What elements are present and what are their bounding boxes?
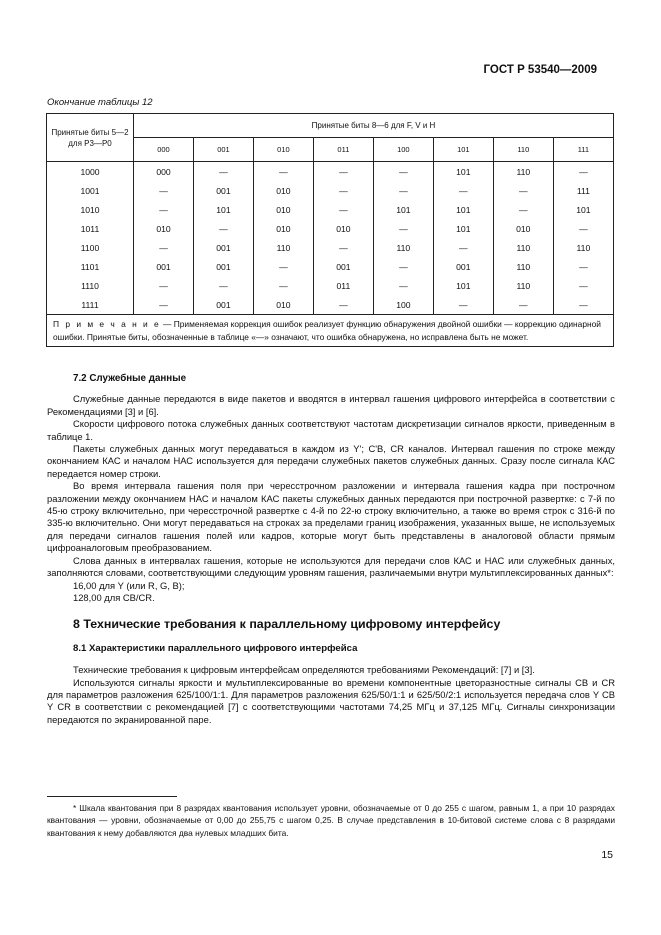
table-note [47, 315, 614, 347]
table-cell: — [553, 162, 613, 182]
table-cell: — [433, 295, 493, 315]
table-cell: 010 [253, 295, 313, 315]
table-cell: — [253, 257, 313, 276]
column-group-header [134, 114, 614, 138]
table-cell: — [553, 295, 613, 315]
table-cell: 111 [553, 181, 613, 200]
table-cell: 001 [193, 257, 253, 276]
row-key-cell: 1001 [47, 181, 134, 200]
table-row [47, 276, 614, 295]
table-cell: 100 [373, 295, 433, 315]
table-row [47, 219, 614, 238]
table-cell: 010 [493, 219, 553, 238]
table-cell: — [134, 295, 194, 315]
paragraph: Пакеты служебных данных могут передаваться в каждом из Y'; C'B, CR каналов. Интервал гашения по строке между окончанием КАС и началом НАС используется для передачи служебных пакетов служебных данных. Сразу после сигнала КАС передается номер строки. [47, 443, 615, 479]
table-cell: — [373, 219, 433, 238]
section-7-2-heading: 7.2 Служебные данные [73, 373, 187, 384]
table-cell: — [553, 276, 613, 295]
column-header: 011 [313, 138, 373, 162]
paragraph: Скорости цифрового потока служебных данных соответствуют частотам дискретизации сигналов яркости, приведенным в таблице 1. [47, 418, 615, 442]
column-header: 100 [373, 138, 433, 162]
table-cell: — [193, 276, 253, 295]
table-cell: 110 [493, 257, 553, 276]
row-header-label: Принятые биты 5—2 для P3—P0 [51, 127, 129, 148]
table-cell: 001 [193, 238, 253, 257]
main-text [47, 373, 615, 726]
table-row [47, 295, 614, 315]
table-cell: 011 [313, 276, 373, 295]
row-key-cell: 1110 [47, 276, 134, 295]
note-text: — Применяемая коррекция ошибок реализует функцию обнаружения двойной ошибки — коррекцию одинарной ошибки. Принятые биты, обозначенные в таблице «—» означают, что ошибка обнаружена, но исправлена быть не может. [53, 319, 601, 342]
table-cell: — [253, 162, 313, 182]
table-cell: — [373, 257, 433, 276]
table-cell: 001 [433, 257, 493, 276]
table-cell: 110 [493, 276, 553, 295]
table-cell: 110 [373, 238, 433, 257]
table-row [47, 181, 614, 200]
table-cell: — [134, 276, 194, 295]
table-cell: — [493, 295, 553, 315]
table-cell: — [193, 219, 253, 238]
paragraph: Во время интервала гашения поля при чересстрочном разложении и интервала гашения кадра при построчном разложении между окончанием НАС и началом КАС пакеты служебных данных передаются при построчной развертке: с 7-й по 45-ю строку включительно, при чересстрочной развертке с 4-й по 22-ю строку включительно, а также во время строк с 316-й по 335-ю включительно. Они могут передаваться на строках за пределами границ изображения, указанных выше, не используемых для передачи сигналов гашения полей или кадров, которые могут быть представлены в аналоговой области прямым цифроаналоговым преобразованием. [47, 480, 615, 554]
paragraph: 128,00 для CB/CR. [73, 591, 155, 603]
table-cell: — [433, 181, 493, 200]
table-cell: 101 [373, 200, 433, 219]
table-cell: 001 [134, 257, 194, 276]
table-cell: — [493, 181, 553, 200]
column-header: 001 [193, 138, 253, 162]
table-cell: 110 [553, 238, 613, 257]
table-cell: 101 [433, 276, 493, 295]
table-cell: 101 [433, 219, 493, 238]
table-cell: — [553, 219, 613, 238]
table-cell: 010 [253, 200, 313, 219]
column-header: 010 [253, 138, 313, 162]
table-cell: 101 [193, 200, 253, 219]
row-key-cell: 1000 [47, 162, 134, 182]
column-group-label: Принятые биты 8—6 для F, V и H [311, 121, 436, 130]
table-row [47, 200, 614, 219]
section-8-heading: 8 Технические требования к параллельному цифровому интерфейсу [73, 617, 501, 632]
row-header-cell [47, 114, 134, 162]
page-number: 15 [601, 849, 613, 861]
table-cell: 110 [253, 238, 313, 257]
paragraph: Технические требования к цифровым интерфейсам определяются требованиями Рекомендаций: [7] и [3]. [73, 664, 535, 676]
footnote-separator [47, 796, 177, 797]
row-key-cell: 1111 [47, 295, 134, 315]
table-row [47, 162, 614, 182]
paragraph: Служебные данные передаются в виде пакетов и вводятся в интервал гашения цифрового интерфейса в соответствии с Рекомендациями [3] и [6]. [47, 393, 615, 417]
table-cell: 010 [253, 219, 313, 238]
table-row [47, 238, 614, 257]
table-cell: 101 [433, 200, 493, 219]
row-key-cell: 1010 [47, 200, 134, 219]
row-key-cell: 1100 [47, 238, 134, 257]
table-cell: 000 [134, 162, 194, 182]
table-cell: 101 [433, 162, 493, 182]
table-row [47, 257, 614, 276]
table-cell: 010 [313, 219, 373, 238]
table-cell: 001 [193, 181, 253, 200]
table-cell: 001 [193, 295, 253, 315]
paragraph: Слова данных в интервалах гашения, которые не используются для передачи слов КАС и НАС или служебных данных, заполняются словами, соответствующими следующим уровням гашения, различаемыми внутри мультиплексированных данных*: [47, 554, 615, 579]
column-header: 000 [134, 138, 194, 162]
table-cell: 001 [313, 257, 373, 276]
table-cell: — [553, 257, 613, 276]
table-cell: — [313, 295, 373, 315]
table-cell: — [373, 162, 433, 182]
table-cell: — [493, 200, 553, 219]
table-cell: 110 [493, 238, 553, 257]
document-code: ГОСТ Р 53540—2009 [483, 64, 597, 76]
table-cell: — [253, 276, 313, 295]
column-header: 101 [433, 138, 493, 162]
table-cell: 010 [134, 219, 194, 238]
table-cell: 110 [493, 162, 553, 182]
row-key-cell: 1101 [47, 257, 134, 276]
table-caption: Окончание таблицы 12 [47, 97, 153, 108]
table-cell: — [134, 181, 194, 200]
table-cell: — [313, 238, 373, 257]
paragraph: 16,00 для Y (или R, G, B); [73, 579, 185, 591]
table-cell: 010 [253, 181, 313, 200]
table-cell: — [373, 181, 433, 200]
table-cell: — [433, 238, 493, 257]
table-cell: — [313, 200, 373, 219]
table-cell: 101 [553, 200, 613, 219]
column-header: 110 [493, 138, 553, 162]
table-cell: — [313, 181, 373, 200]
paragraph: Используются сигналы яркости и мультиплексированные во времени компонентные цветоразностные сигналы CB и CR для параметров разложения 625/100/1:1. Для параметров разложения 625/50/1:1 и 625/50/2:1 используется передача слов Y CB Y CR в соответствии с рекомендацией [7] с соответствующими частотами 74,25 МГц и 37,125 МГц. Сигналы синхронизации передаются по экранированной паре. [47, 676, 615, 725]
table-cell: — [373, 276, 433, 295]
table-cell: — [193, 162, 253, 182]
error-correction-table [46, 113, 614, 347]
table-cell: — [134, 238, 194, 257]
section-8-1-heading: 8.1 Характеристики параллельного цифрового интерфейса [73, 642, 358, 654]
table-cell: — [134, 200, 194, 219]
row-key-cell: 1011 [47, 219, 134, 238]
table-body [47, 162, 614, 315]
footnote: * Шкала квантования при 8 разрядах квантования использует уровни, обозначаемые от 0 до 255 с шагом, равным 1, а при 10 разрядах квантования — уровни, обозначаемые от 0,00 до 255,75 с шагом 0,25. В случае представления в 10-битовой системе слова с 8 разрядами квантования к нему добавляются два нулевых младших бита. [47, 803, 615, 838]
column-header: 111 [553, 138, 613, 162]
note-label: П р и м е ч а н и е [53, 319, 161, 329]
table-cell: — [313, 162, 373, 182]
